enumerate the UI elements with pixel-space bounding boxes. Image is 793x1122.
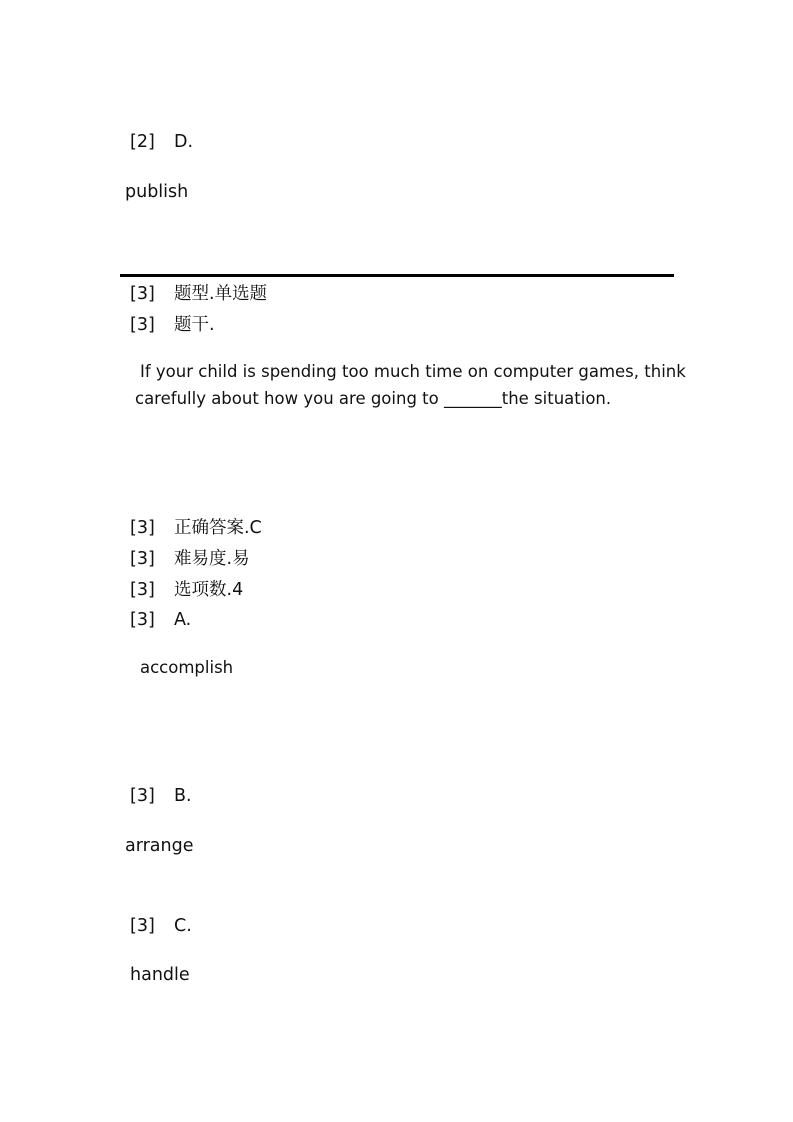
q3-question-line-1: If your child is spending too much time on computer games, think — [140, 362, 686, 381]
q3-type-marker: [3] — [130, 284, 155, 304]
q3-option-a-text: accomplish — [140, 658, 234, 677]
q3-option-a-label: A. — [174, 610, 192, 630]
q3-option-b-label: B. — [174, 786, 192, 806]
q3-num-options-marker: [3] — [130, 580, 155, 600]
q3-question-line-2: carefully about how you are going to _______the situation. — [135, 389, 612, 408]
q3-type: 题型.单选题 — [174, 284, 268, 304]
q3-option-c-label: C. — [174, 916, 192, 936]
q3-option-c-marker: [3] — [130, 916, 155, 936]
question-divider — [120, 274, 674, 277]
q2-option-d-text: publish — [125, 182, 189, 202]
q2-option-d-marker: [2] — [130, 132, 155, 152]
q3-option-b-text: arrange — [125, 836, 194, 856]
q3-option-c-text: handle — [130, 965, 190, 985]
q3-answer-marker: [3] — [130, 518, 155, 538]
q3-difficulty-marker: [3] — [130, 549, 155, 569]
q2-option-d-label: D. — [174, 132, 194, 152]
q3-num-options: 选项数.4 — [174, 580, 244, 600]
q3-difficulty: 难易度.易 — [174, 549, 250, 569]
q3-stem-marker: [3] — [130, 315, 155, 335]
q3-stem-label: 题干. — [174, 315, 215, 335]
q3-option-b-marker: [3] — [130, 786, 155, 806]
q3-correct-answer: 正确答案.C — [174, 518, 262, 538]
q3-option-a-marker: [3] — [130, 610, 155, 630]
